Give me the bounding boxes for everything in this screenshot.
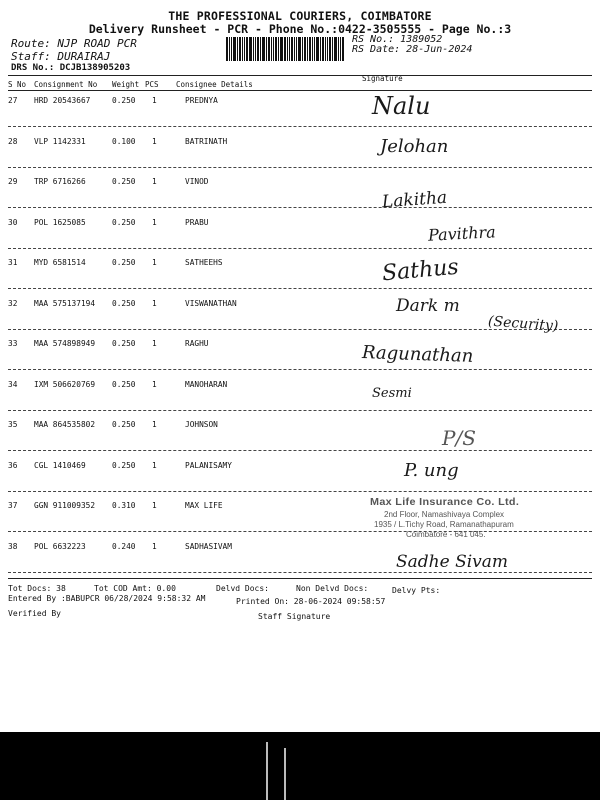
row-consignment: MAA 574898949 xyxy=(34,339,96,348)
row-sno: 33 xyxy=(8,339,18,348)
row-weight: 0.250 xyxy=(112,217,136,227)
rs-date: RS Date: 28-Jun-2024 xyxy=(352,44,473,55)
row-divider xyxy=(8,207,592,208)
col-consignee: Consignee Details xyxy=(176,80,253,89)
barcode-bar xyxy=(237,37,238,61)
row-consignee: PREDNYA xyxy=(185,96,218,105)
barcode-bar xyxy=(257,37,259,61)
route-label: Route: NJP ROAD PCR xyxy=(11,37,137,50)
barcode-bar xyxy=(332,37,333,61)
row-consignment: POL 1625085 xyxy=(34,217,86,227)
row-consignee: PRABU xyxy=(185,217,209,227)
row-weight: 0.100 xyxy=(112,136,136,146)
row-sno: 35 xyxy=(8,420,18,429)
row-weight: 0.240 xyxy=(112,541,136,551)
drs-number: DRS No.: DCJB138905203 xyxy=(11,63,131,73)
row-divider xyxy=(8,248,592,249)
signature-31: Sathus xyxy=(381,254,460,287)
barcode-bar xyxy=(334,37,337,61)
row-divider xyxy=(8,410,592,411)
table-row xyxy=(0,461,600,481)
col-sno: S No xyxy=(8,80,27,89)
row-weight: 0.250 xyxy=(112,177,136,186)
signature-29: Lakitha xyxy=(381,187,448,213)
barcode-bar xyxy=(312,37,313,61)
row-weight: 0.310 xyxy=(112,501,136,510)
barcode-bar xyxy=(239,37,241,61)
barcode-bar xyxy=(266,37,267,61)
row-divider xyxy=(8,450,592,451)
signature-30: Pavithra xyxy=(427,222,497,245)
barcode-bar xyxy=(329,37,331,61)
row-weight: 0.250 xyxy=(112,298,136,308)
staff-label: Staff: DURAIRAJ xyxy=(11,50,111,63)
row-sno: 37 xyxy=(8,501,18,510)
barcode-bar xyxy=(340,37,341,61)
stamp-line-4: Coimbatore - 641 045. xyxy=(406,530,486,539)
row-consignee: BATRINATH xyxy=(185,136,228,146)
barcode-bar xyxy=(322,37,324,61)
header-bottom-rule xyxy=(8,90,592,91)
rs-number: RS No.: 1389052 xyxy=(352,34,443,45)
row-consignment: VLP 1142331 xyxy=(34,136,86,146)
row-weight: 0.250 xyxy=(112,96,136,105)
row-pcs: 1 xyxy=(152,501,157,510)
row-divider xyxy=(8,126,592,127)
row-consignee: VISWANATHAN xyxy=(185,298,237,308)
barcode-bar xyxy=(307,37,308,61)
delivered-docs: Delvd Docs: xyxy=(216,584,269,593)
barcode-bar xyxy=(242,37,243,61)
row-consignment: MAA 864535802 xyxy=(34,420,96,429)
barcode-bar xyxy=(291,37,293,61)
row-consignment: TRP 6716266 xyxy=(34,177,86,186)
signature-32-note: (Security) xyxy=(487,313,559,335)
row-consignment: MYD 6581514 xyxy=(34,258,86,267)
footer-top-rule xyxy=(8,578,592,579)
staff-signature: Staff Signature xyxy=(258,612,331,621)
barcode-bar xyxy=(289,37,290,61)
runsheet-subtitle: Delivery Runsheet - PCR - Phone No.:0422-3505555 - Page No.:3 xyxy=(88,22,512,36)
row-consignment: IXM 506620769 xyxy=(34,379,96,389)
barcode-bar xyxy=(229,37,230,61)
stamp-line-3: 1935 / L.Tichy Road, Ramanathapuram xyxy=(374,520,514,529)
row-consignment: POL 6632223 xyxy=(34,541,86,551)
table-row xyxy=(0,218,600,238)
signature-33: Ragunathan xyxy=(361,342,474,367)
row-sno: 30 xyxy=(8,217,18,227)
row-pcs: 1 xyxy=(152,258,157,267)
table-row xyxy=(0,339,600,359)
table-row xyxy=(0,258,600,278)
barcode-bar xyxy=(255,37,256,61)
row-pcs: 1 xyxy=(152,298,157,308)
barcode-bar xyxy=(304,37,306,61)
barcode-bar xyxy=(338,37,339,61)
row-consignment: MAA 575137194 xyxy=(34,298,96,308)
table-row xyxy=(0,177,600,197)
row-pcs: 1 xyxy=(152,136,157,146)
col-pcs: PCS xyxy=(145,80,159,89)
row-weight: 0.250 xyxy=(112,460,136,470)
row-consignee: SATHEEHS xyxy=(185,258,223,267)
row-sno: 29 xyxy=(8,177,18,186)
barcode-bar xyxy=(233,37,236,61)
barcode-bar xyxy=(298,37,301,61)
signature-34: Sesmi xyxy=(372,386,412,401)
barcode-bar xyxy=(271,37,272,61)
row-pcs: 1 xyxy=(152,541,157,551)
printed-on: Printed On: 28-06-2024 09:58:57 xyxy=(236,597,386,606)
signature-27: Nalu xyxy=(372,92,431,120)
row-pcs: 1 xyxy=(152,420,157,429)
barcode-bar xyxy=(280,37,283,61)
table-row xyxy=(0,137,600,157)
barcode-bar xyxy=(262,37,265,61)
col-weight: Weight xyxy=(112,80,140,89)
barcode-bar xyxy=(253,37,254,61)
total-docs: Tot Docs: 38 xyxy=(8,584,66,593)
barcode-bar xyxy=(284,37,286,61)
row-consignee: JOHNSON xyxy=(185,420,218,429)
barcode-bar xyxy=(260,37,261,61)
row-sno: 34 xyxy=(8,379,18,389)
signature-38: Sadhe Sivam xyxy=(396,552,509,572)
stamp-line-1: Max Life Insurance Co. Ltd. xyxy=(370,497,520,508)
row-pcs: 1 xyxy=(152,379,157,389)
row-consignee: RAGHU xyxy=(185,339,209,348)
row-weight: 0.250 xyxy=(112,379,136,389)
barcode-bar xyxy=(309,37,311,61)
non-delivered-docs: Non Delvd Docs: xyxy=(296,584,369,593)
company-stamp xyxy=(370,497,552,547)
signature-28: Jelohan xyxy=(380,136,449,157)
row-divider xyxy=(8,288,592,289)
table-row xyxy=(0,420,600,440)
row-weight: 0.250 xyxy=(112,339,136,348)
barcode-bar xyxy=(296,37,297,61)
col-consignment: Consignment No xyxy=(34,80,98,89)
row-sno: 32 xyxy=(8,298,18,308)
row-sno: 36 xyxy=(8,460,18,470)
table-row xyxy=(0,96,600,116)
delivery-points: Delvy Pts: xyxy=(392,586,441,595)
row-pcs: 1 xyxy=(152,339,157,348)
scan-crease xyxy=(284,748,286,800)
row-consignment: HRD 20543667 xyxy=(34,96,91,105)
barcode-bar xyxy=(275,37,277,61)
row-divider xyxy=(8,167,592,168)
row-consignee: MAX LIFE xyxy=(185,501,223,510)
verified-by: Verified By xyxy=(8,609,61,618)
barcode-bar xyxy=(231,37,232,61)
signature-36: P. ung xyxy=(404,460,459,481)
table-row xyxy=(0,380,600,400)
barcode-bar xyxy=(226,37,228,61)
barcode-bar xyxy=(294,37,295,61)
row-consignee: SADHASIVAM xyxy=(185,541,232,551)
row-consignment: GGN 911009352 xyxy=(34,501,96,510)
barcode-bar xyxy=(342,37,344,61)
header-top-rule xyxy=(8,75,592,76)
barcode-bar xyxy=(273,37,274,61)
row-sno: 27 xyxy=(8,96,18,105)
entered-by: Entered By :BABUPCR 06/28/2024 9:58:32 AM xyxy=(8,594,206,603)
barcode-bar xyxy=(320,37,321,61)
row-consignee: PALANISAMY xyxy=(185,460,232,470)
row-sno: 38 xyxy=(8,541,18,551)
signature-32: Dark m xyxy=(396,296,460,316)
scan-crease xyxy=(266,742,268,800)
row-pcs: 1 xyxy=(152,177,157,186)
row-pcs: 1 xyxy=(152,217,157,227)
barcode-bar xyxy=(314,37,315,61)
row-weight: 0.250 xyxy=(112,258,136,267)
row-divider xyxy=(8,491,592,492)
barcode-bar xyxy=(325,37,326,61)
barcode-bar xyxy=(287,37,288,61)
barcode-bar xyxy=(246,37,248,61)
barcode-bar xyxy=(316,37,319,61)
barcode-bar xyxy=(327,37,328,61)
row-pcs: 1 xyxy=(152,460,157,470)
barcode-bar xyxy=(268,37,270,61)
scan-border xyxy=(0,732,600,800)
barcode-graphic xyxy=(226,37,348,61)
total-cod: Tot COD Amt: 0.00 xyxy=(94,584,176,593)
company-title: THE PROFESSIONAL COURIERS, COIMBATORE xyxy=(168,9,432,23)
row-consignment: CGL 1410469 xyxy=(34,460,86,470)
barcode-bar xyxy=(244,37,245,61)
row-weight: 0.250 xyxy=(112,420,136,429)
signature-35: P/S xyxy=(442,426,476,450)
row-divider xyxy=(8,369,592,370)
row-sno: 28 xyxy=(8,136,18,146)
row-consignee: MANOHARAN xyxy=(185,379,228,389)
stamp-line-2: 2nd Floor, Namashivaya Complex xyxy=(384,510,505,519)
col-signature: Signature xyxy=(362,74,403,83)
row-pcs: 1 xyxy=(152,96,157,105)
barcode-bar xyxy=(249,37,252,61)
barcode-bar xyxy=(278,37,279,61)
row-consignee: VINOD xyxy=(185,177,209,186)
barcode-bar xyxy=(302,37,303,61)
row-sno: 31 xyxy=(8,258,18,267)
